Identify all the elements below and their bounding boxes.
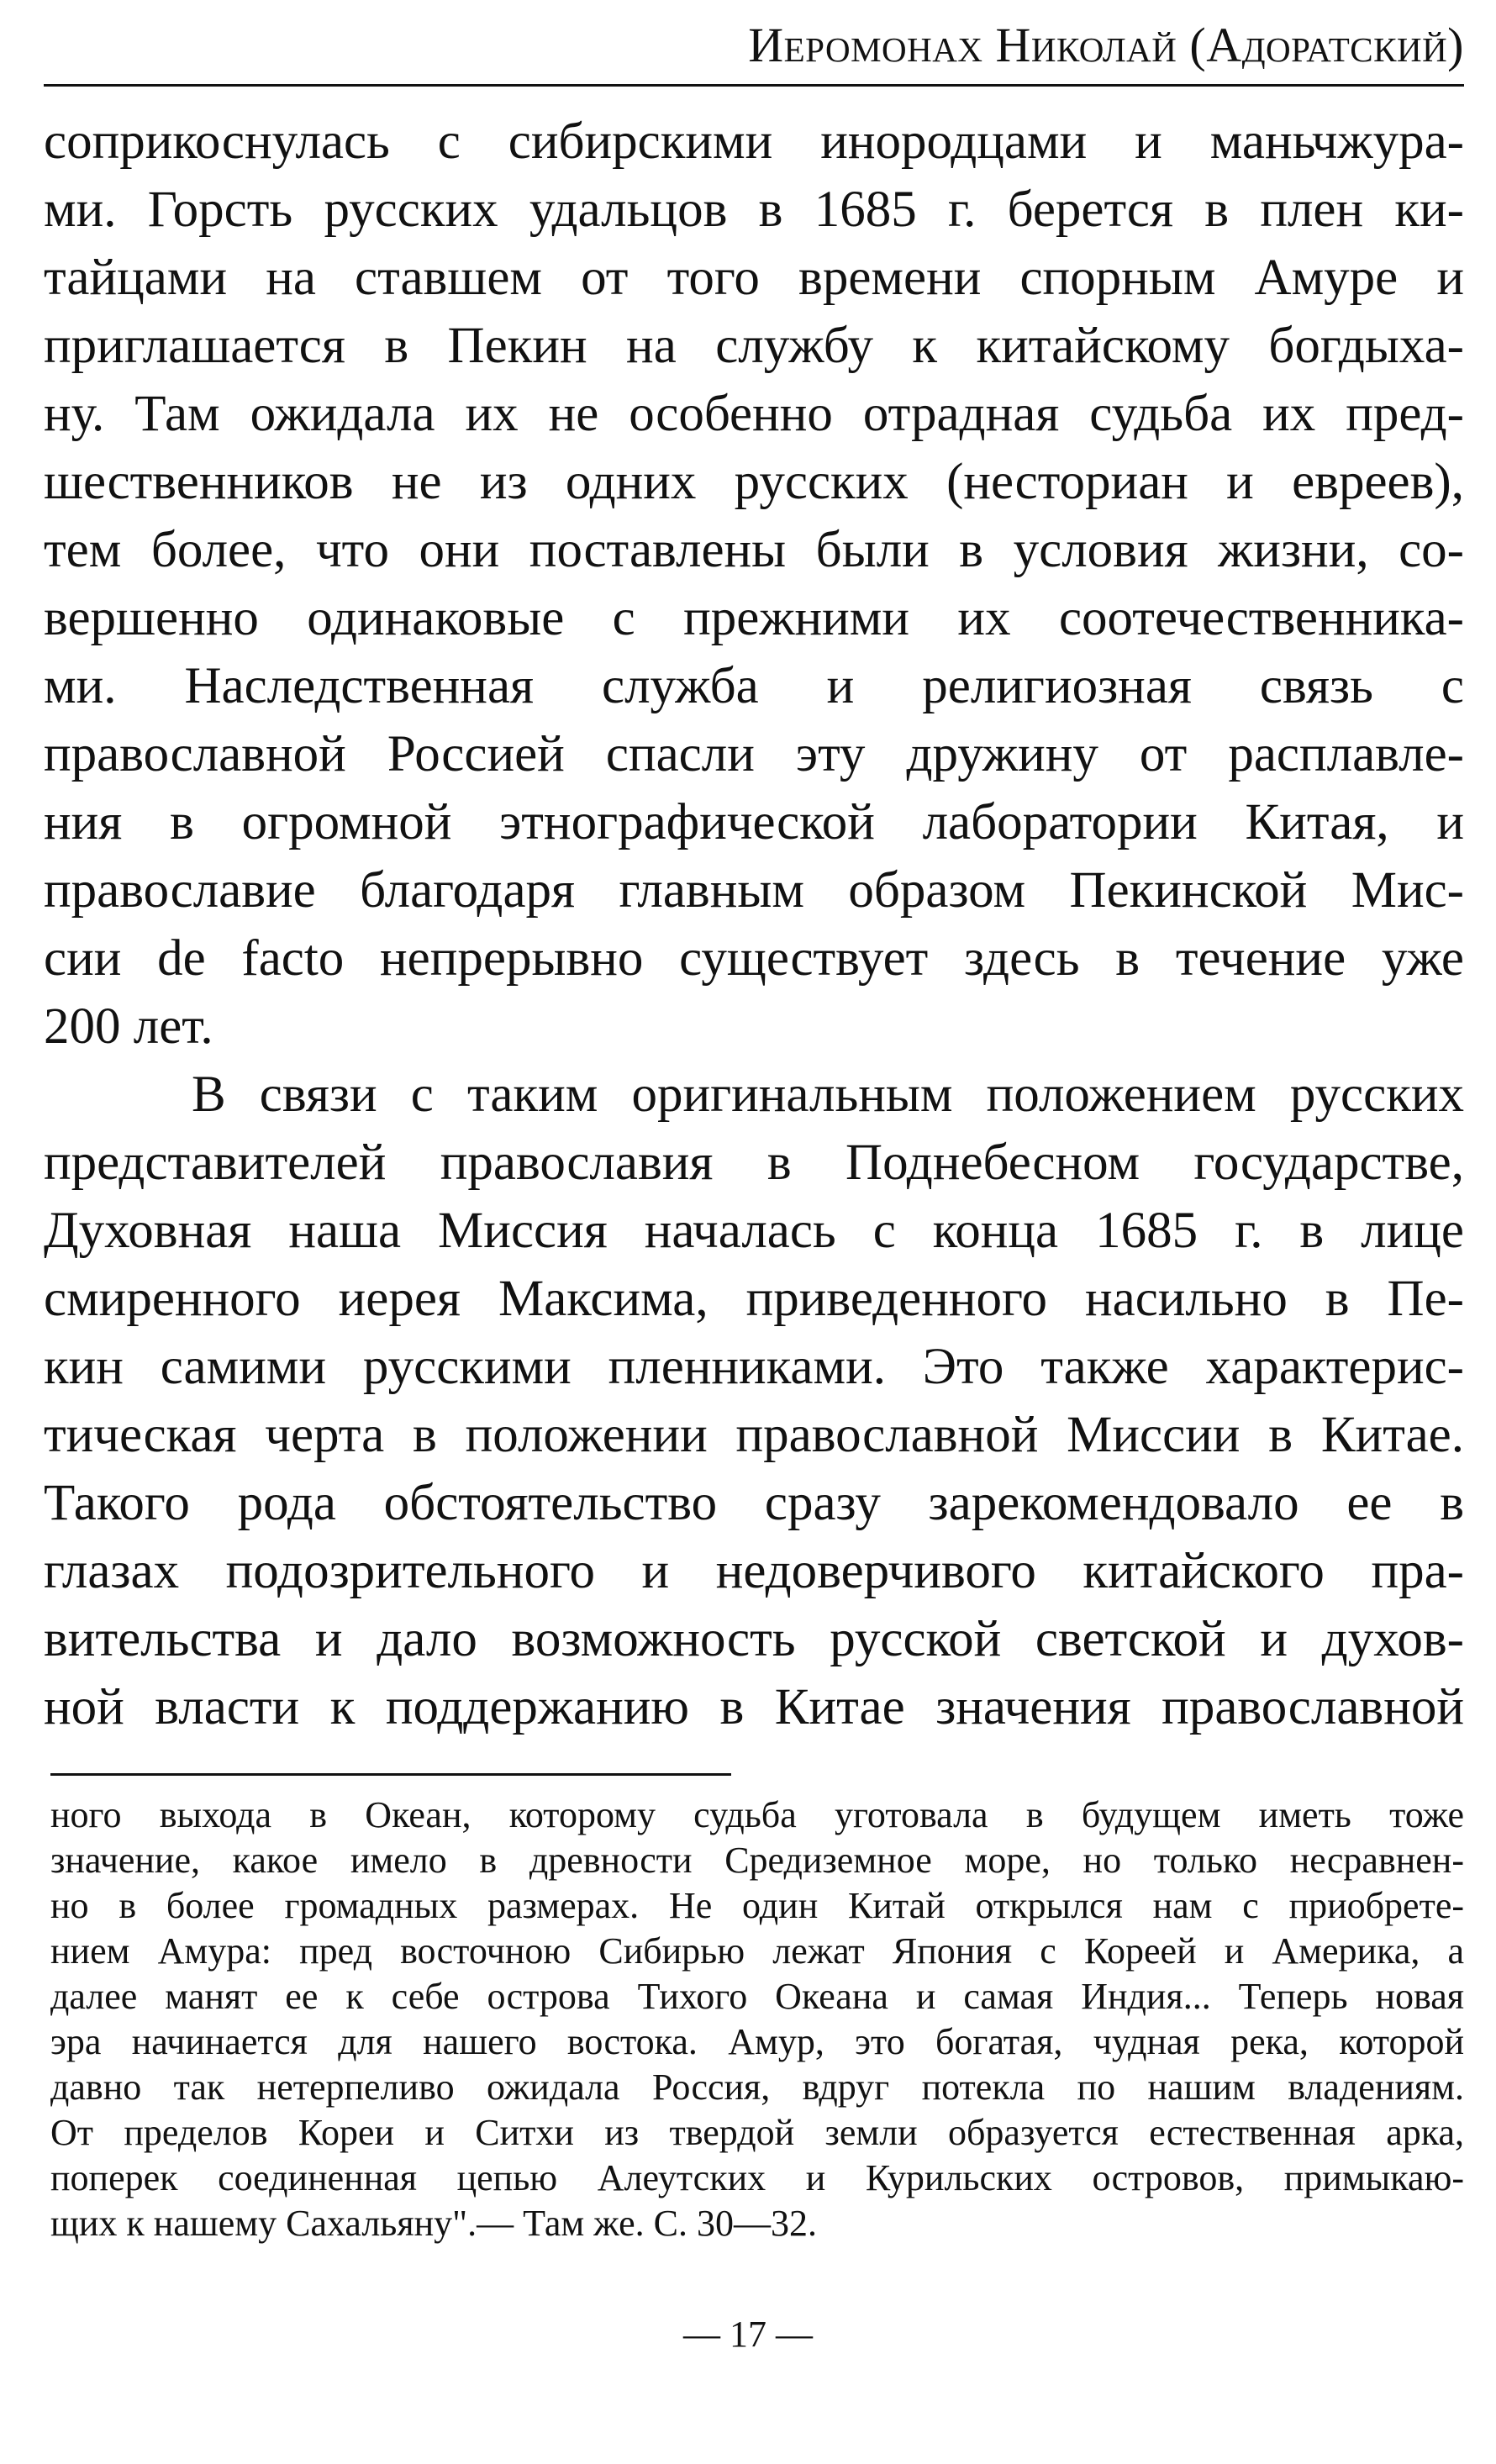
- running-head: Иеромонах Николай (Адоратский): [748, 18, 1464, 72]
- text-line: ми. Горсть русских удальцов в 1685 г. берется в плен ки-: [44, 182, 1464, 238]
- footnote-line: эра начинается для нашего востока. Амур, это богатая, чудная река, которой: [50, 2021, 1464, 2062]
- text-line: тайцами на ставшем от того времени спорным Амуре и: [44, 250, 1464, 306]
- text-line: ния в огромной этнографической лаборатории Китая, и: [44, 794, 1464, 850]
- footnote-line: далее манят ее к себе острова Тихого Океана и самая Индия... Теперь новая: [50, 1976, 1464, 2017]
- footnote-line: значение, какое имело в древности Средиземное море, но только несравнен-: [50, 1840, 1464, 1881]
- text-line: сии de facto непрерывно существует здесь в течение уже: [44, 930, 1464, 987]
- footnote-line: От пределов Кореи и Ситхи из твердой земли образуется естественная арка,: [50, 2112, 1464, 2153]
- text-line: Духовная наша Миссия началась с конца 1685 г. в лице: [44, 1203, 1464, 1259]
- text-line: соприкоснулась с сибирскими инородцами и маньчжура-: [44, 113, 1464, 170]
- text-line: Такого рода обстоятельство сразу зарекомендовало ее в: [44, 1475, 1464, 1531]
- footnote: [50, 1793, 1464, 2246]
- text-line: православие благодаря главным образом Пекинской Мис-: [44, 862, 1464, 919]
- header-rule: [44, 84, 1464, 87]
- footnote-line: нием Амура: пред восточною Сибирью лежат Япония с Кореей и Америка, а: [50, 1930, 1464, 1972]
- footnote-rule: [50, 1773, 731, 1776]
- text-line: глазах подозрительного и недоверчивого китайского пра-: [44, 1543, 1464, 1599]
- text-line: вершенно одинаковые с прежними их соотечественника-: [44, 590, 1464, 646]
- paragraph-2: [44, 1061, 1464, 1741]
- text-line: приглашается в Пекин на службу к китайскому богдыха-: [44, 318, 1464, 374]
- footnote-line: но в более громадных размерах. Не один Китай открылся нам с приобрете-: [50, 1885, 1464, 1926]
- paragraph-1: [44, 108, 1464, 1061]
- text-line: тическая черта в положении православной Миссии в Китае.: [44, 1407, 1464, 1463]
- text-line: 200 лет.: [44, 998, 213, 1055]
- text-line: В связи с таким оригинальным положением русских: [192, 1066, 1464, 1123]
- footnote-line: щих к нашему Сахальяну".— Там же. С. 30—32.: [50, 2203, 817, 2244]
- footnote-line: поперек соединенная цепью Алеутских и Курильских островов, примыкаю-: [50, 2157, 1464, 2198]
- text-line: представителей православия в Поднебесном государстве,: [44, 1135, 1464, 1191]
- text-line: смиренного иерея Максима, приведенного насильно в Пе-: [44, 1271, 1464, 1327]
- text-line: ну. Там ожидала их не особенно отрадная судьба их пред-: [44, 386, 1464, 442]
- text-line: православной Россией спасли эту дружину от расплавле-: [44, 726, 1464, 782]
- text-line: ной власти к поддержанию в Китае значения православной: [44, 1679, 1464, 1735]
- text-line: шественников не из одних русских (несториан и евреев),: [44, 454, 1464, 510]
- main-text: [44, 108, 1464, 1741]
- page-number: — 17 —: [683, 2314, 813, 2355]
- footnote-line: ного выхода в Океан, которому судьба уготовала в будущем иметь тоже: [50, 1794, 1464, 1835]
- text-line: ми. Наследственная служба и религиозная связь с: [44, 658, 1464, 714]
- text-line: вительства и дало возможность русской светской и духов-: [44, 1611, 1464, 1667]
- text-line: тем более, что они поставлены были в условия жизни, со-: [44, 522, 1464, 578]
- footnote-line: давно так нетерпеливо ожидала Россия, вдруг потекла по нашим владениям.: [50, 2066, 1464, 2108]
- text-line: кин самими русскими пленниками. Это также характерис-: [44, 1339, 1464, 1395]
